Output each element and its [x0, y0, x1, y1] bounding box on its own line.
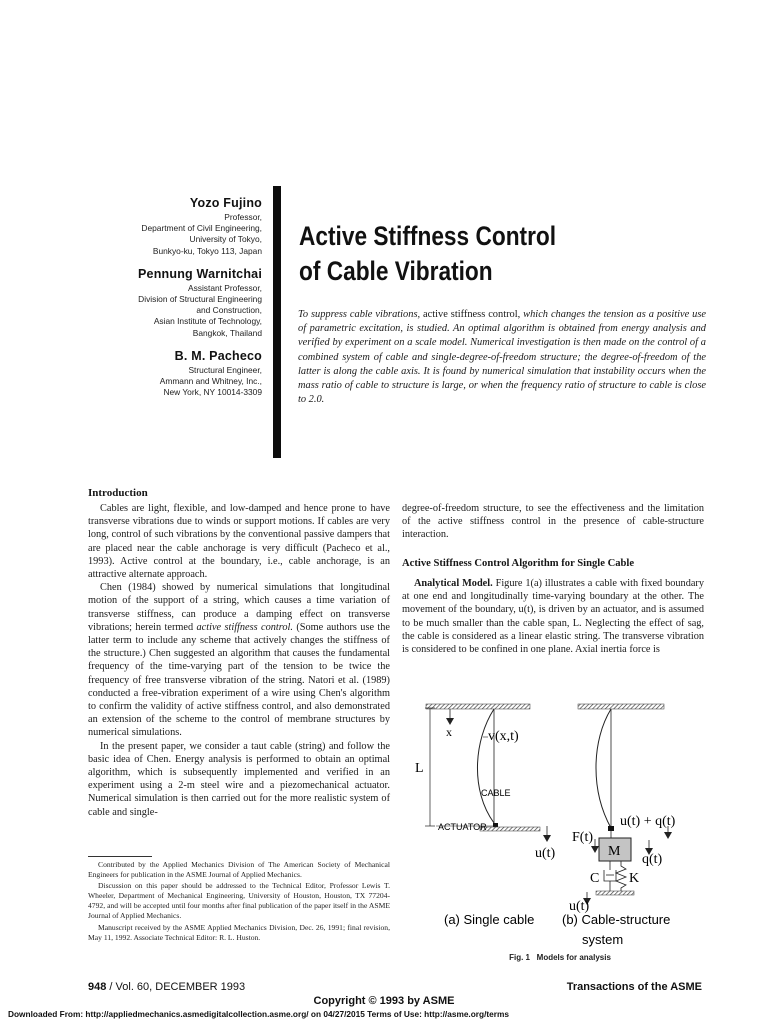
arrowhead [591, 846, 599, 853]
author-affiliation-line: Structural Engineer, [188, 364, 262, 375]
right-column-section [402, 577, 704, 656]
author-2 [60, 267, 262, 339]
spring [616, 861, 626, 891]
copyright-notice: Copyright © 1993 by ASME [313, 995, 455, 1007]
paragraph-text: Chen (1984) showed by numerical simulations that longitudinal motion of the support of a string, which causes a time variation of transverse stiffness, can produce a damping effect on transverse vibrations; herein termed [88, 582, 390, 633]
author-name: B. M. Pacheco [174, 348, 262, 363]
title-divider-bar [273, 186, 281, 458]
author-affiliation-line: Professor, [224, 212, 262, 222]
author-name: Pennung Warnitchai [138, 266, 262, 281]
label-k: K [629, 871, 640, 886]
emphasis-term: active stiffness control. [196, 621, 293, 633]
base-support-b [596, 891, 634, 895]
footnotes [88, 860, 390, 944]
label-cable: CABLE [481, 788, 511, 798]
footnote: Manuscript received by the ASME Applied Mechanics Division, Dec. 26, 1991; final revision, May 11, 1992. Associate Technical Editor: R. L. Huston. [88, 922, 390, 942]
author-1 [60, 196, 262, 257]
paragraph: Cables are light, flexible, and low-damped and hence prone to have transverse vibrations due to winds or support motions. If cables are very long, control of such vibrations by the conventional passive dampers that are placed near the cable anchorage is very difficult (Pacheco et al., 1993). Active control at the boundary, i.e., cable anchorage, is an attractive alternate approach. [88, 503, 390, 581]
paragraph: degree-of-freedom structure, to see the effectiveness and the limitation of the active stiffness control in the presence of cable-structure interaction. [402, 503, 704, 541]
paragraph [402, 577, 704, 656]
footnote: Discussion on this paper should be addressed to the Technical Editor, Professor Lewis T. Wheeler, Department of Mechanical Engineering, University of Houston, Houston, TX 77204-4792, and will be accepted until four months after final publication of the paper itself in the ASME Journal of Applied Mechanics. [88, 881, 390, 921]
arrowhead [446, 718, 454, 725]
figure-1 [410, 700, 710, 958]
label-ft: F(t) [572, 830, 593, 845]
author-affiliation-line: Bangkok, Thailand [192, 327, 262, 338]
paper-title-line: Active Stiffness Control [299, 221, 557, 251]
arrowhead [664, 832, 672, 839]
abstract-term: active stiffness control, [423, 309, 521, 320]
footnote: Contributed by the Applied Mechanics Division of The American Society of Mechanical Engineers for publication in the ASME Journal of Applied Mechanics. [88, 860, 390, 880]
left-column [88, 502, 390, 819]
subcaption-a: (a) Single cable [444, 912, 535, 927]
label-qt: q(t) [642, 852, 663, 867]
author-affiliation-line: Asian Institute of Technology, [153, 316, 262, 327]
download-notice: Downloaded From: http://appliedmechanics.asmedigitalcollection.asme.org/ on 04/27/2015 Terms of Use: http://asme.org/terms [8, 1009, 510, 1019]
issue-info: / Vol. 60, DECEMBER 1993 [106, 981, 246, 993]
run-in-heading: Analytical Model. [414, 578, 493, 589]
journal-name: Transactions of the ASME [566, 981, 702, 993]
paragraph [88, 581, 390, 739]
page-folio [88, 981, 245, 993]
cable-b-deflected [596, 709, 611, 828]
section-heading-introduction: Introduction [88, 487, 148, 499]
fixed-support-b [578, 704, 664, 709]
author-affiliation-line: Assistant Professor, [187, 282, 262, 293]
author-block [60, 196, 262, 408]
damper-body [604, 870, 616, 881]
arrowhead [543, 835, 551, 842]
author-affiliation-line: and Construction, [196, 305, 262, 316]
author-affiliation-line: Bunkyo-ku, Tokyo 113, Japan [152, 245, 262, 256]
abstract [298, 308, 706, 407]
label-ut-a: u(t) [535, 846, 556, 861]
paper-title [299, 219, 643, 289]
footnote-rule [88, 856, 152, 857]
paragraph-text: Figure 1(a) illustrates a cable with fixed boundary at one end and longitudinally time-varying boundary at the other. The movement of the boundary, u(t), is driven by an actuator, and is assumed to be much smaller than the cable span, L. Neglecting the effect of sag, the cable is considered as a linear elastic string. The transverse vibration is considered to be confined in one plane. Axial inertia force is [402, 578, 704, 656]
author-affiliation-line: Department of Civil Engineering, [141, 223, 262, 234]
label-m: M [608, 844, 621, 859]
actuator-block [493, 823, 498, 827]
label-ut-b: u(t) [569, 899, 590, 914]
paragraph-text: (Some authors use the latter term to include any scheme that actively changes the stiffness of the structure.) Chen suggested an algorithm that causes the fundamental frequency of the time-varying part of the tension to be twice the frequency of free transverse vibration of the string. Natori et al. (1989) conducted a free-vibration experiment of a wire using Chen's algorithm to confirm the validity of active stiffness control, and also demonstrated an extension of the scheme to the control of membrane structures by numerical simulations. [88, 621, 390, 739]
abstract-text: which changes the tension as a positive use of parametric excitation, is studied. An optimal algorithm is obtained from energy analysis and verified by experiment on a scale model. Numerical investigation is then made on the control of a combined system of cable and single-degree-of-freedom structure; the degree-of-freedom of the latter is along the cable axis. It is found by numerical simulation that instability occurs when the mass ratio of cable to structure is large, or when the frequency ratio of structure to cable is close to 2.0. [298, 309, 707, 406]
author-affiliation-line: Ammann and Whitney, Inc., [159, 376, 262, 387]
page-number: 948 [88, 981, 107, 993]
subcaption-b: (b) Cable-structure [562, 912, 671, 927]
label-c: C [590, 871, 600, 886]
label-x: x [446, 725, 452, 739]
cable-a-deflected [477, 709, 494, 823]
section-heading: Active Stiffness Control Algorithm for Single Cable [402, 558, 635, 569]
attachment-block [608, 826, 614, 831]
fixed-support-a [426, 704, 530, 709]
paper-title-line: of Cable Vibration [299, 256, 493, 286]
figure-caption: Fig. 1 Models for analysis [509, 953, 611, 962]
author-name: Yozo Fujino [189, 196, 262, 210]
label-L: L [415, 761, 424, 776]
label-vxt: v(x,t) [488, 729, 519, 744]
abstract-text: To suppress cable vibrations, [298, 309, 424, 320]
label-actuator: ACTUATOR [438, 822, 487, 832]
author-affiliation-line: Division of Structural Engineering [138, 294, 262, 305]
author-3 [60, 349, 262, 399]
label-uq: u(t) + q(t) [620, 814, 676, 829]
author-affiliation-line: University of Tokyo, [189, 234, 262, 245]
actuator-support [480, 827, 540, 831]
paragraph: In the present paper, we consider a taut cable (string) and follow the basic idea of Chen. Energy analysis is performed to obtain an optimal algorithm, which is subsequently implemented and verified in an experiment using a 2-m steel wire and a piezomechanical actuator. Numerical simulation is then carried out for the more realistic system of cable and single- [88, 740, 390, 818]
subcaption-b: system [582, 932, 624, 947]
right-column-top [402, 502, 704, 542]
author-affiliation-line: New York, NY 10014-3309 [163, 387, 262, 398]
